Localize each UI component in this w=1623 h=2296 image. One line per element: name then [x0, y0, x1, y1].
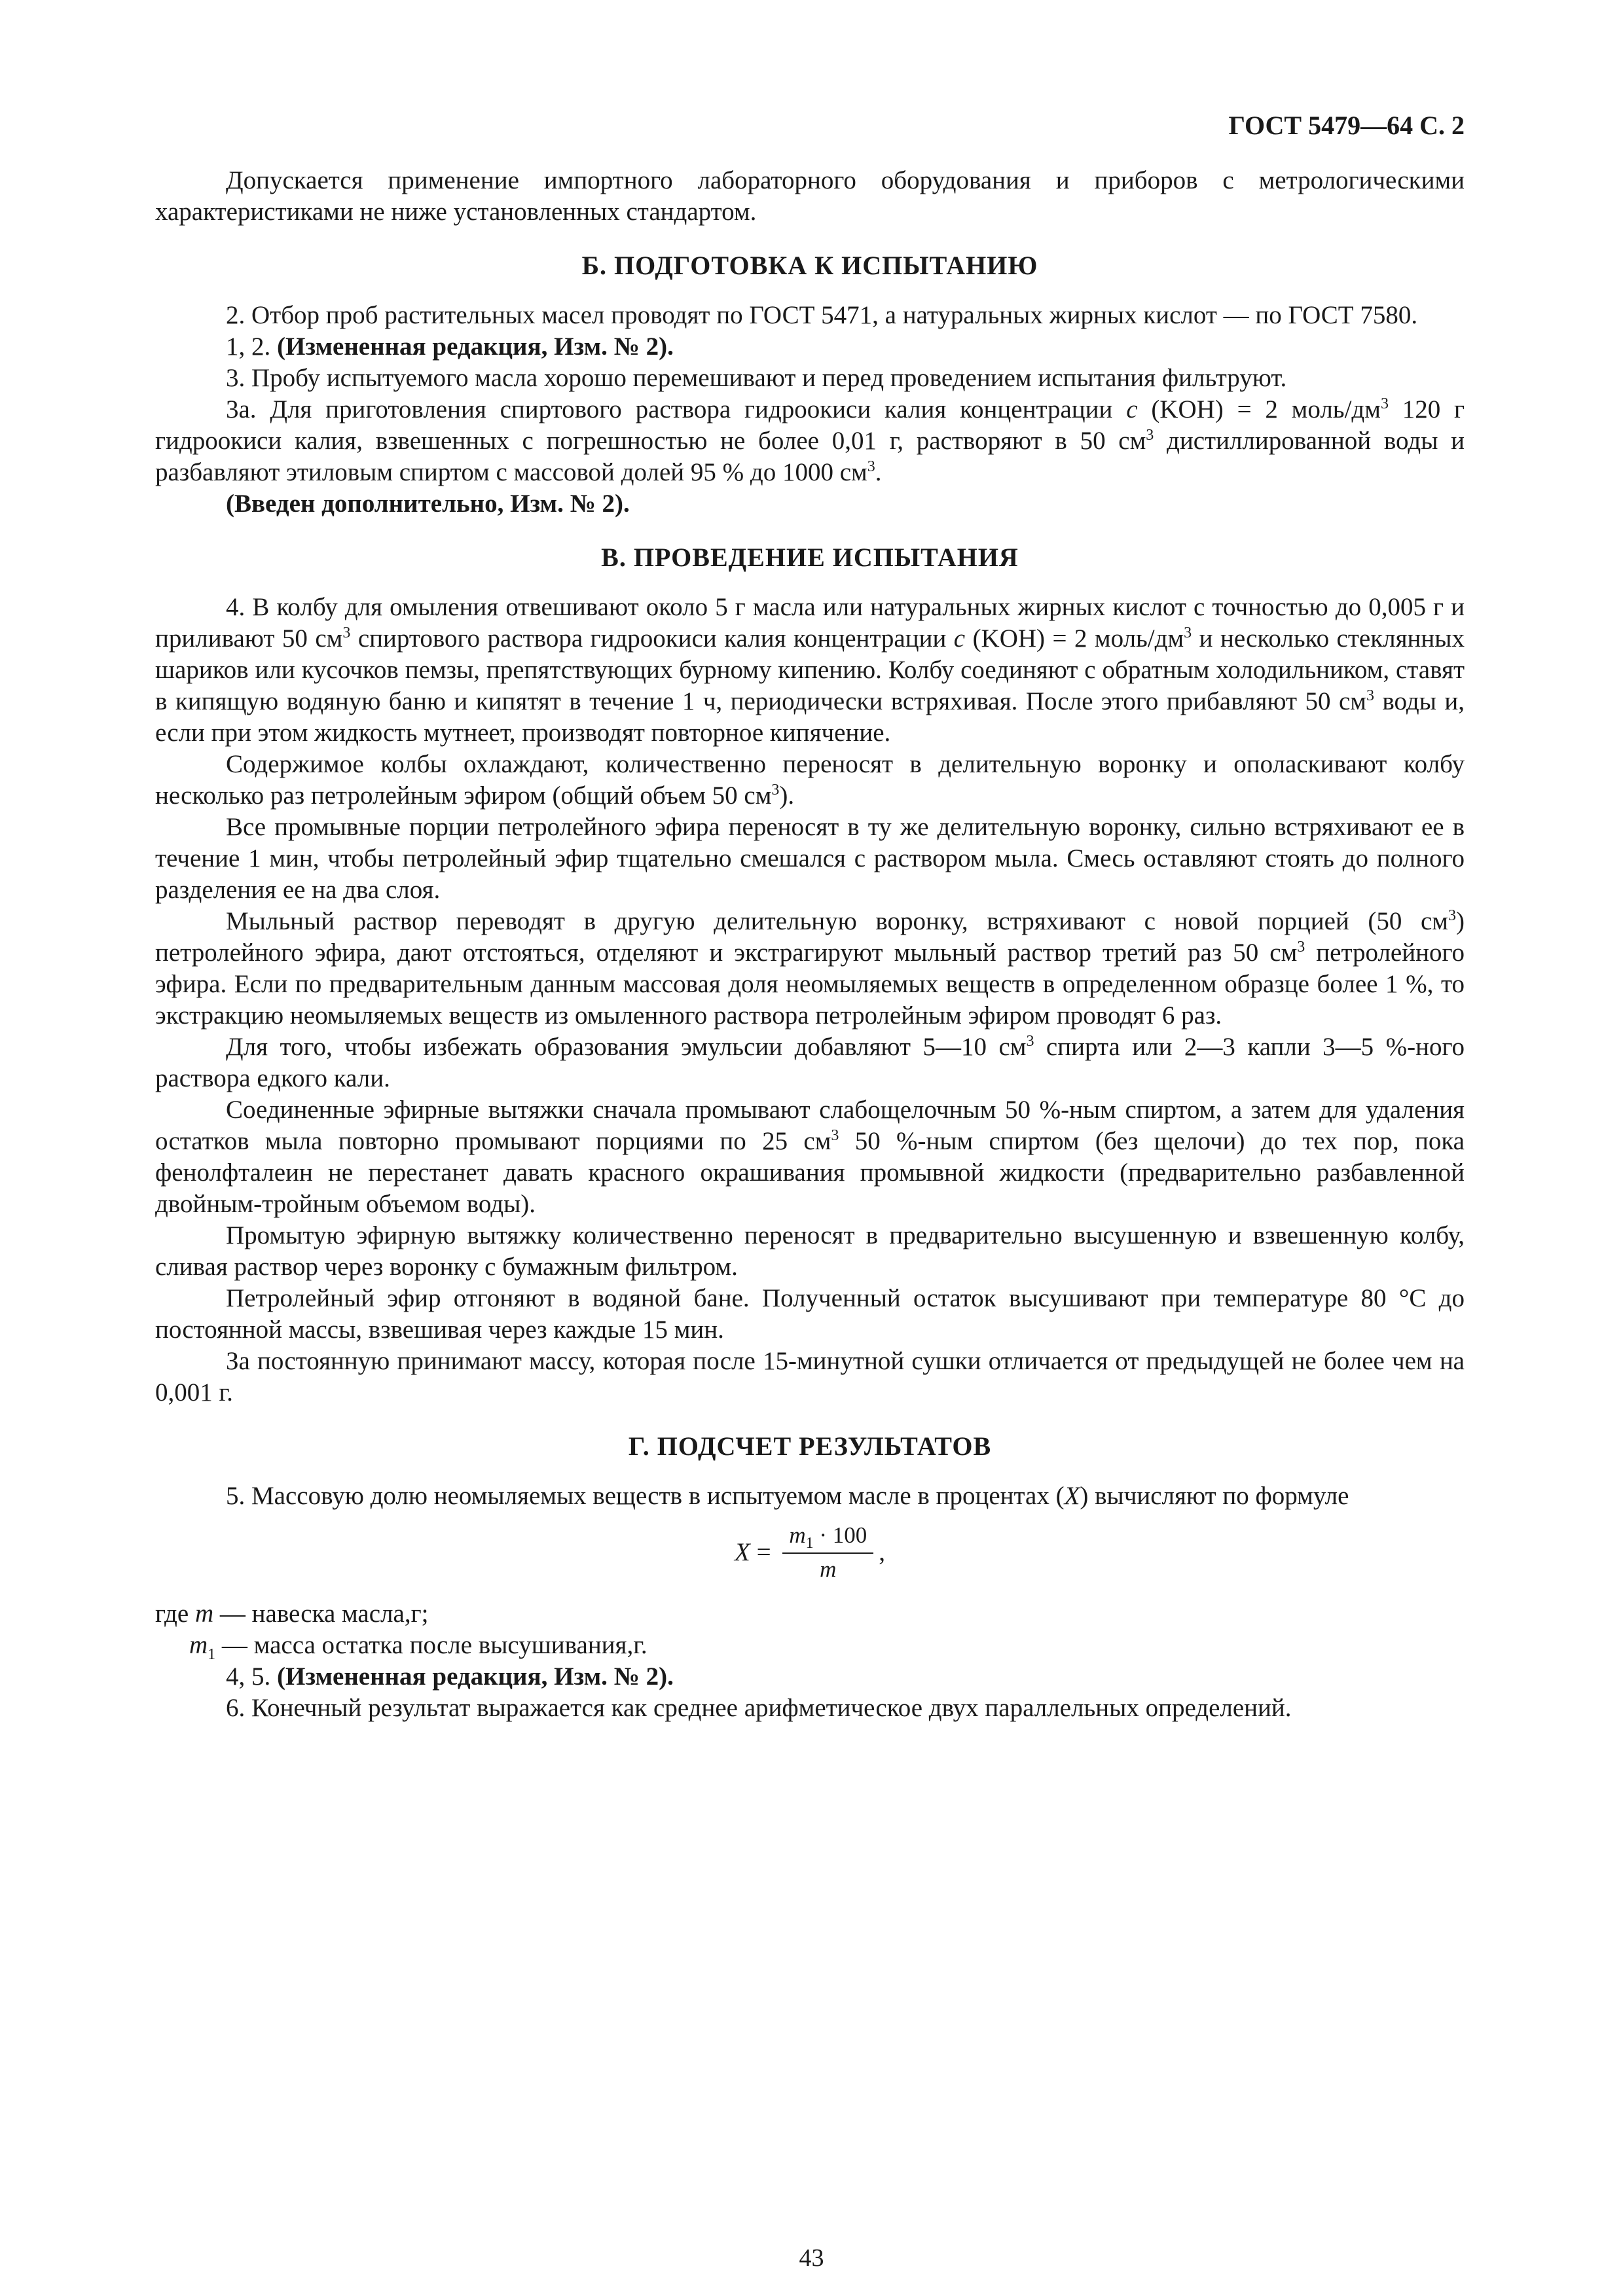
formula-lhs: X	[734, 1538, 750, 1566]
section-v-title: В. ПРОВЕДЕНИЕ ИСПЫТАНИЯ	[601, 543, 1019, 572]
where-m1: $m_1$ — масса остатка после высушивания,г.	[189, 1631, 647, 1663]
section-g-title: Г. ПОДСЧЕТ РЕЗУЛЬТАТОВ	[628, 1431, 992, 1461]
formula-tail: ,	[879, 1538, 885, 1566]
clause-5: 5. Массовую долю неомыляемых веществ в испытуемом масле в процентах (X) вычисляют по формуле	[226, 1482, 1349, 1510]
formula-numerator: $m_1 \cdot 100$	[782, 1521, 873, 1554]
paragraph-extraction: Мыльный раствор переводят в другую делительную воронку, встряхивают с новой порцией (50 $см^3$) петролейного эфира, дают отстояться, отделяют и экстрагируют мыльный раствор третий раз 50 $см^3$ петролейного эфира. Если по предварительным данным массовая доля неомыляемых веществ в определенном образце более 1 %, то экстракцию неомыляемых веществ из омыленного раствора петролейным эфиром проводят 6 раз.	[155, 907, 1465, 1030]
amendment-note-4-5: 4, 5. (Измененная редакция, Изм. № 2).	[226, 1662, 674, 1691]
paragraph-cooling: Содержимое колбы охлаждают, количественно переносят в делительную воронку и ополаскивают колбу несколько раз петролейным эфиром (общий объем 50 $см^3$).	[155, 750, 1465, 810]
clause-3a: 3а. Для приготовления спиртового раствора гидроокиси калия концентрации c (KOH) = 2 моль/$дм^3$ 120 г гидроокиси калия, взвешенных с погрешностью не более 0,01 г, растворяют в 50 $см^3$ дистиллированной воды и разбавляют этиловым спиртом с массовой долей 95 % до 1000 $см^3$.	[155, 395, 1465, 486]
formula	[155, 1521, 1465, 1584]
paragraph-washing: Все промывные порции петролейного эфира переносят в ту же делительную воронку, сильно встряхивают ее в течение 1 мин, чтобы петролейный эфир тщательно смешался с раствором мыла. Смесь оставляют стоять до полного разделения ее на два слоя.	[155, 813, 1465, 904]
paragraph-distillation: Петролейный эфир отгоняют в водяной бане. Полученный остаток высушивают при температуре 80 °С до постоянной массы, взвешивая через каждые 15 мин.	[155, 1284, 1465, 1344]
clause-6: 6. Конечный результат выражается как среднее арифметическое двух параллельных определений.	[226, 1694, 1292, 1722]
section-b-title: Б. ПОДГОТОВКА К ИСПЫТАНИЮ	[581, 251, 1038, 280]
amendment-note-1-2: 1, 2. (Измененная редакция, Изм. № 2).	[226, 332, 674, 361]
paragraph-ether-washing: Соединенные эфирные вытяжки сначала промывают слабощелочным 50 %-ным спиртом, а затем для удаления остатков мыла повторно промывают порциями по 25 $см^3$ 50 %-ным спиртом (без щелочи) до тех пор, пока фенолфталеин не перестанет давать красного окрашивания промывной жидкости (предварительно разбавленной двойным-тройным объемом воды).	[155, 1096, 1465, 1218]
page-number: 43	[799, 2244, 824, 2272]
paragraph-constant-mass: За постоянную принимают массу, которая после 15-минутной сушки отличается от предыдущей не более чем на 0,001 г.	[155, 1347, 1465, 1407]
document-page	[155, 110, 1465, 1724]
where-m: где m — навеска масла,г;	[155, 1600, 429, 1628]
page-header: ГОСТ 5479—64 С. 2	[1228, 111, 1465, 140]
formula-denominator: m	[820, 1556, 837, 1582]
clause-3: 3. Пробу испытуемого масла хорошо перемешивают и перед проведением испытания фильтруют.	[226, 364, 1287, 392]
clause-2: 2. Отбор проб растительных масел проводят по ГОСТ 5471, а натуральных жирных кислот — по ГОСТ 7580.	[226, 301, 1418, 329]
intro-paragraph: Допускается применение импортного лабораторного оборудования и приборов с метрологическими характеристиками не ниже установленных стандартом.	[155, 166, 1465, 226]
formula-equals: =	[750, 1538, 778, 1566]
amendment-note-3a: (Введен дополнительно, Изм. № 2).	[226, 490, 630, 518]
paragraph-emulsion: Для того, чтобы избежать образования эмульсии добавляют 5—10 $см^3$ спирта или 2—3 капли 3—5 %-ного раствора едкого кали.	[155, 1033, 1465, 1092]
paragraph-transfer: Промытую эфирную вытяжку количественно переносят в предварительно высушенную и взвешенную колбу, сливая раствор через воронку с бумажным фильтром.	[155, 1221, 1465, 1281]
clause-4: 4. В колбу для омыления отвешивают около 5 г масла или натуральных жирных кислот с точностью до 0,005 г и приливают 50 $см^3$ спиртового раствора гидроокиси калия концентрации c (KOH) = 2 моль/$дм^3$ и несколько стеклянных шариков или кусочков пемзы, препятствующих бурному кипению. Колбу соединяют с обратным холодильником, ставят в кипящую водяную баню и кипятят в течение 1 ч, периодически встряхивая. После этого прибавляют 50 $см^3$ воды и, если при этом жидкость мутнеет, производят повторное кипячение.	[155, 593, 1465, 747]
formula-fraction	[782, 1521, 873, 1584]
